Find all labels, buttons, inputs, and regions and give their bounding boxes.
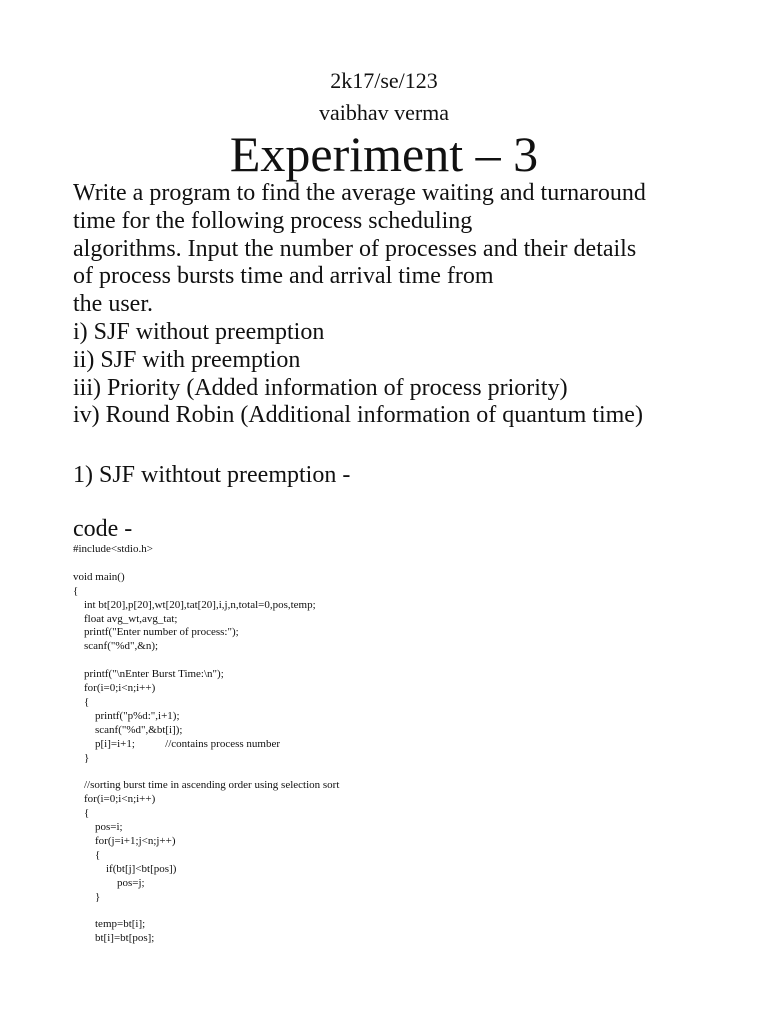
task-line: the user. (73, 291, 153, 318)
algorithm-item: iv) Round Robin (Additional information of quantum time) (73, 402, 643, 429)
algorithm-item: iii) Priority (Added information of process priority) (73, 374, 568, 401)
task-line: time for the following process scheduling (73, 207, 473, 234)
task-line: of process bursts time and arrival time from (73, 263, 494, 290)
author-name: vaibhav verma (318, 100, 450, 125)
algorithm-item: i) SJF without preemption (73, 318, 325, 345)
code-label: code - (73, 516, 133, 542)
task-line: Write a program to find the average waiting and turnaround (73, 180, 646, 206)
task-line: algorithms. Input the number of processes and their details (73, 235, 637, 262)
roll-number: 2k17/se/123 (330, 68, 438, 93)
algorithm-item: ii) SJF with preemption (73, 346, 301, 373)
code-block: #include<stdio.h> void main() { int bt[20],p[20],wt[20],tat[20],i,j,n,total=0,pos,temp; float avg_wt,avg_tat; printf("Enter number of process:"); scanf("%d",&n); printf("\nEnter Burst Time:\n"); for(i=0;i<n;i++) { printf("p%d:",i+1); scanf("%d",&bt[i]); p[i]=i+1; //contains process number } //sorting burst time in ascending order using selection sort for(i=0;i<n;i++) { pos=i; for(j=i+1;j<n;j++) { if(bt[j]<bt[pos]) pos=j; } temp=bt[i]; bt[i]=bt[pos]; (73, 543, 340, 945)
task-description (73, 180, 753, 430)
experiment-title: Experiment – 3 (229, 126, 539, 182)
section-heading: 1) SJF withtout preemption - (73, 462, 351, 488)
